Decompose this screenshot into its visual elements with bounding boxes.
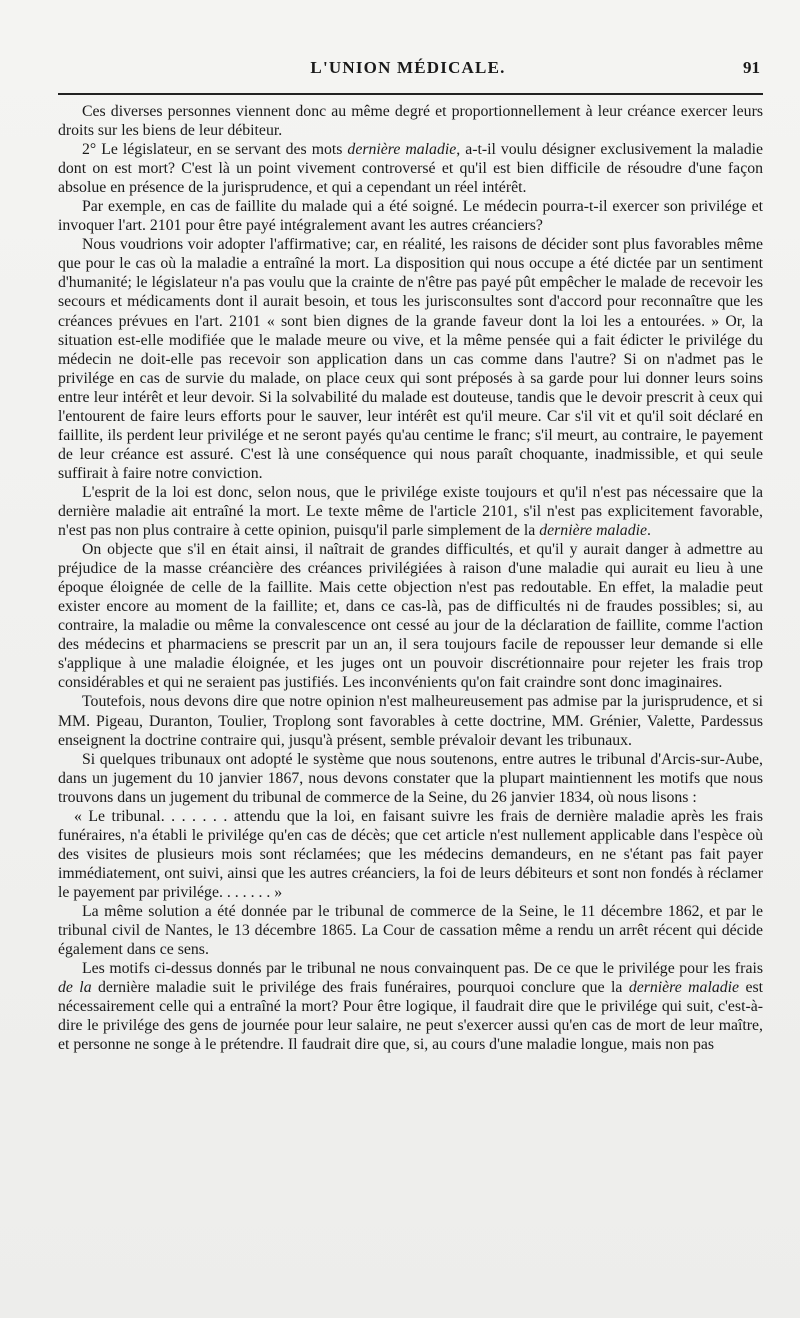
paragraph-11-end: est nécessairement celle qui a entraîné la mort? Pour être logique, il faudrait dire que le privilége qui suit, c'est-à-dire le privilége des gens de journée pour leur salaire, ne peut s'exercer aussi qu'en cas de mort de leur maître, et personne ne songe à le prétendre. Il faudrait dire que, si, au cours d'une maladie longue, mais non pas bbox=[58, 979, 763, 1054]
paragraph-8: Si quelques tribunaux ont adopté le système que nous soutenons, entre autres le tribunal d'Arcis-sur-Aube, dans un jugement du 10 janvier 1867, nous devons constater que la plupart maintiennent les motifs que nous trouvons dans un jugement du tribunal de commerce de la Seine, du 26 janvier 1834, où nous lisons : bbox=[58, 750, 763, 806]
paragraph-2 bbox=[58, 140, 763, 197]
paragraph-4: Nous voudrions voir adopter l'affirmative; car, en réalité, les raisons de décider sont plus favorables même que pour le cas où la maladie a entraîné la mort. La disposition qui nous occupe a été dictée par un sentiment d'humanité; le législateur n'a pas voulu que la crainte de n'être pas payé pût empêcher le malade de recevoir les secours et médicaments dont il aurait besoin, et tous les jurisconsultes sont d'accord pour reconnaître que les créances prévues en l'art. 2101 « sont bien dignes de la grande faveur dont la loi les a entourées. » Or, la situation est-elle modifiée que le malade meure ou vive, et la même pensée qui a fait édicter le privilége du médecin ne doit-elle pas recevoir son application dans un cas comme dans l'autre? Si on n'admet pas le privilége en cas de survie du malade, on place ceux qui sont préposés à sa garde pour lui donner leurs soins entre leur intérêt et leur devoir. Si la solvabilité du malade est douteuse, tandis que le devoir prescrit à ceux qui l'entourent de faire leurs efforts pour le sauver, leur intérêt est qu'il meure. Car s'il vit et qu'il soit déclaré en faillite, ils perdent leur privilége et ne seront payés qu'au centime le franc; s'il meurt, au contraire, le payement de leur créance est assuré. C'est là une conséquence qui nous paraît choquante, inadmissible, et qui seule suffirait à faire notre conviction. bbox=[58, 236, 763, 482]
paragraph-5-italic: dernière maladie bbox=[539, 522, 648, 540]
header-rule bbox=[58, 93, 763, 95]
paragraph-11 bbox=[58, 959, 763, 1054]
paragraph-5-start: L'esprit de la loi est donc, selon nous, que le privilége existe toujours et qu'il n'est pas nécessaire que la dernière maladie ait entraîné la mort. Le texte même de l'article 2101, s'il n'est pas explicitement favorable, n'est pas non plus contraire à cette opinion, puisqu'il parle simplement de la bbox=[58, 483, 763, 540]
paragraph-11-italic-2: dernière maladie bbox=[628, 979, 740, 997]
paragraph-6: On objecte que s'il en était ainsi, il naîtrait de grandes difficultés, et qu'il y aurait danger à admettre au préjudice de la masse créancière des créances privilégiées à raison d'une maladie qui aurait eu lieu à une époque éloignée de celle de la faillite. Mais cette objection n'est pas redoutable. En effet, la maladie peut exister encore au moment de la faillite; et, dans ce cas-là, pas de difficultés ni de fraudes possibles; si, au contraire, la maladie ou même la convalescence ont cessé au jour de la déclaration de faillite, comme l'action des médecins et pharmaciens se prescrit par un an, il sera toujours facile de repousser leur demande si elle s'applique à une maladie éloignée, et les juges ont un pouvoir discrétionnaire pour rejeter les frais trop considérables et qui ne seraient pas justifiés. Les inconvénients qu'on fait craindre sont donc imaginaires. bbox=[58, 541, 763, 692]
paragraph-3: Par exemple, en cas de faillite du malade qui a été soigné. Le médecin pourra-t-il exercer son privilége et invoquer l'art. 2101 pour être payé intégralement avant les autres créanciers? bbox=[58, 198, 763, 235]
running-header bbox=[58, 52, 758, 96]
paragraph-11-italic-1: de la bbox=[58, 979, 92, 997]
paragraph-10: La même solution a été donnée par le tribunal de commerce de la Seine, le 11 décembre 1862, et par le tribunal civil de Nantes, le 13 décembre 1865. La Cour de cassation même a rendu un arrêt récent qui décide également dans ce sens. bbox=[58, 902, 763, 959]
paragraph-11-start: Les motifs ci-dessus donnés par le tribunal ne nous convainquent pas. De ce que le privilége pour les frais bbox=[82, 960, 763, 978]
quoted-judgment: « Le tribunal. . . . . . . attendu que la loi, en faisant suivre les frais de dernière maladie après les frais funéraires, n'a établi le privilége qu'en cas de décès; que cet article n'est nullement applicable dans l'espèce où des visites de plusieurs mois sont réclamées; que les médecins demandeurs, en ne s'étant pas fait payer immédiatement, ont suivi, ainsi que les autres créanciers, la foi de leurs débiteurs et sont non fondés à réclamer le payement par privilége. . . . . . . » bbox=[58, 807, 763, 901]
paragraph-2-start: 2° Le législateur, en se servant des mots bbox=[82, 141, 348, 159]
page-number: 91 bbox=[743, 58, 760, 77]
paragraph-7: Toutefois, nous devons dire que notre opinion n'est malheureusement pas admise par la jurisprudence, et si MM. Pigeau, Duranton, Toulier, Troplong sont favorables à cette doctrine, MM. Grénier, Valette, Pardessus enseignent la doctrine contraire qui, jusqu'à présent, semble prévaloir devant les tribunaux. bbox=[58, 693, 763, 749]
paragraph-5 bbox=[58, 483, 763, 540]
paragraph-2-end: , a-t-il voulu désigner exclusivement la maladie dont on est mort? C'est là un point vivement controversé et qu'il est bien difficile de résoudre d'une façon absolue en présence de la jurisprudence, et qui a cependant un réel intérêt. bbox=[58, 141, 764, 197]
journal-title: L'UNION MÉDICALE. bbox=[310, 58, 506, 77]
paragraph-2-italic: dernière maladie bbox=[347, 141, 457, 159]
article-body bbox=[58, 102, 763, 1054]
paragraph-5-end: . bbox=[647, 522, 651, 540]
paragraph-11-middle: dernière maladie suit le privilége des frais funéraires, pourquoi conclure que la bbox=[91, 979, 629, 997]
paragraph-1: Ces diverses personnes viennent donc au même degré et proportionnellement à leur créance exercer leurs droits sur les biens de leur débiteur. bbox=[58, 103, 763, 140]
